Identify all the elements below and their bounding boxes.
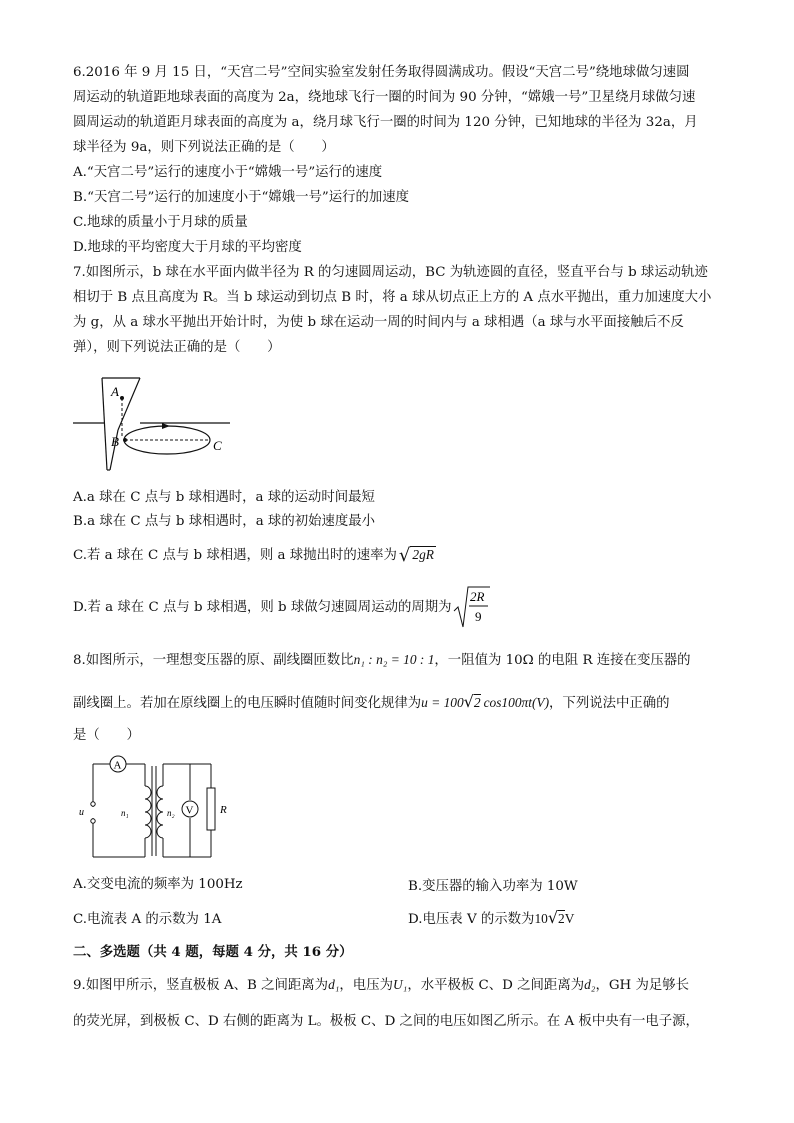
q6-option-d: D.地球的平均密度大于月球的平均密度	[73, 240, 302, 255]
q7-label-b: B	[111, 434, 119, 449]
q8-u-label: u	[79, 807, 84, 818]
q8-option-a: A.交变电流的频率为 100Hz	[73, 877, 243, 892]
q9-u1: U₁	[392, 977, 408, 992]
q8-u-expr-b: cos100πt(V)	[483, 695, 550, 710]
q8-n2-label: n₂	[167, 808, 175, 818]
q8-u-expr-a: u = 100	[421, 695, 464, 710]
q7-option-d-text: D.若 a 球在 C 点与 b 球相遇，则 b 球做匀速圆周运动的周期为	[73, 600, 452, 615]
q8-r-label: R	[220, 804, 227, 816]
q7-figure	[70, 370, 240, 475]
q7-option-a: A.a 球在 C 点与 b 球相遇时，a 球的运动时间最短	[73, 490, 375, 505]
q9-stem-line-2: 的荧光屏，到极板 C、D 右侧的距离为 L。极板 C、D 之间的电压如图乙所示。在 A 板中央有一电子源，	[73, 1014, 699, 1029]
q8-stem-line-3: 是（ ）	[73, 728, 140, 743]
q7-stem-line-3: 为 g，从 a 球水平抛出开始计时，为使 b 球在运动一周的时间内与 a 球相遇（a 球与水平面接触后不反	[73, 315, 684, 330]
q8-option-d-unit: V	[564, 911, 575, 926]
q9-line1-part-c: ，水平极板 C、D 之间距离为	[407, 978, 585, 993]
q8-voltmeter-label: V	[185, 804, 194, 817]
q7-option-c-text: C.若 a 球在 C 点与 b 球相遇，则 a 球抛出时的速率为	[73, 548, 397, 563]
section-2-heading: 二、多选题（共 4 题，每题 4 分，共 16 分）	[73, 944, 353, 960]
q9-line1-part-b: ，电压为	[339, 978, 393, 993]
q8-u-expr-rad: 2	[473, 695, 481, 710]
q6-stem-line-3: 圆周运动的轨道距月球表面的高度为 a，绕月球飞行一圈的时间为 120 分钟，已知地球的半径为 32a，月	[73, 115, 698, 130]
q8-n1-label: n₁	[121, 808, 129, 818]
q8-line2-suffix: ，下列说法中正确的	[549, 696, 670, 711]
q7-option-d	[73, 598, 452, 618]
q8-option-b: B.变压器的输入功率为 10W	[408, 879, 578, 894]
q7-option-d-numerator: 2R	[470, 589, 485, 604]
q8-option-d: D.电压表 V 的示数为10√2V	[408, 908, 575, 927]
q6-stem-line-1: 6.2016 年 9 月 15 日，“天宫二号”空间实验室发射任务取得圆满成功。假设“天宫二号”绕地球做匀速圆	[73, 65, 690, 80]
q7-option-d-formula	[452, 585, 492, 629]
q7-stem-line-2: 相切于 B 点且高度为 R。当 b 球运动到切点 B 时，将 a 球从切点正上方的 A 点水平抛出，重力加速度大小	[73, 290, 712, 305]
q7-option-c	[73, 545, 436, 566]
q7-label-c: C	[213, 438, 222, 453]
q8-ratio: n₁ : n₂ = 10 : 1	[353, 652, 435, 667]
q8-line2-prefix: 副线圈上。若加在原线圈上的电压瞬时值随时间变化规律为	[73, 696, 422, 711]
q7-stem-line-1: 7.如图所示，b 球在水平面内做半径为 R 的匀速圆周运动，BC 为轨迹圆的直径，竖直平台与 b 球运动轨迹	[73, 265, 708, 280]
q8-line1-suffix: ，一阻值为 10Ω 的电阻 R 连接在变压器的	[434, 653, 691, 668]
q6-stem-line-4: 球半径为 9a，则下列说法正确的是（ ）	[73, 140, 335, 155]
q7-option-c-radicand: 2gR	[412, 547, 434, 562]
q6-option-a: A.“天宫二号”运行的速度小于“嫦娥一号”运行的速度	[73, 165, 383, 180]
q9-line1-part-a: 9.如图甲所示，竖直极板 A、B 之间距离为	[73, 978, 329, 993]
q9-stem-line-1	[73, 975, 689, 996]
q6-option-c: C.地球的质量小于月球的质量	[73, 215, 248, 230]
q7-label-a: A	[111, 384, 119, 399]
q9-d2: d₂	[584, 977, 596, 992]
q7-option-b: B.a 球在 C 点与 b 球相遇时，a 球的初始速度最小	[73, 514, 376, 529]
q8-option-d-text: D.电压表 V 的示数为	[408, 912, 535, 927]
q7-option-d-denominator: 9	[475, 609, 482, 624]
q8-option-c: C.电流表 A 的示数为 1A	[73, 912, 222, 927]
q7-stem-line-4: 弹），则下列说法正确的是（ ）	[73, 340, 281, 355]
q8-option-d-rad: 2	[558, 911, 565, 926]
q8-ammeter-label: A	[113, 759, 122, 772]
q8-circuit-figure	[75, 752, 235, 864]
q7-option-c-sqrt: √ 2gR	[398, 545, 434, 566]
q8-stem-line-2: 副线圈上。若加在原线圈上的电压瞬时值随时间变化规律为u = 100√2 cos100πt(V)，下列说法中正确的	[73, 692, 670, 711]
q6-option-b: B.“天宫二号”运行的加速度小于“嫦娥一号”运行的加速度	[73, 190, 410, 205]
q9-line1-part-d: ，GH 为足够长	[595, 978, 690, 993]
q9-d1: d₁	[328, 977, 340, 992]
q8-option-d-value: 10	[534, 911, 548, 926]
q8-stem-line-1	[73, 650, 691, 671]
q6-stem-line-2: 周运动的轨道距地球表面的高度为 2a，绕地球飞行一圈的时间为 90 分钟，“嫦娥一号”卫星绕月球做匀速	[73, 90, 696, 105]
q8-line1-prefix: 8.如图所示，一理想变压器的原、副线圈匝数比	[73, 653, 354, 668]
